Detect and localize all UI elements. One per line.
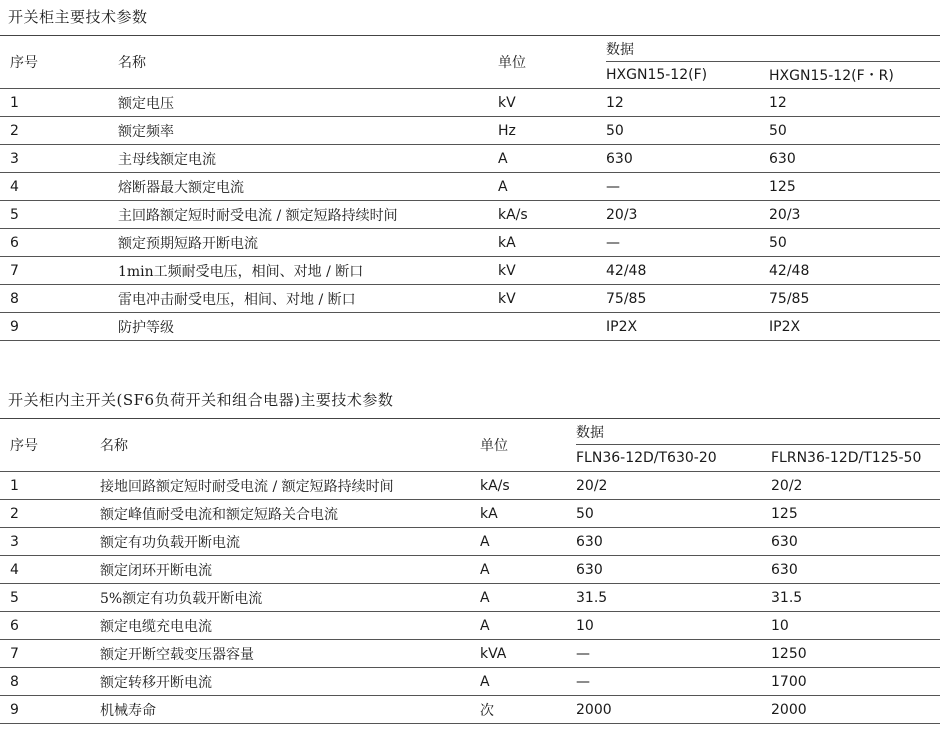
name-cell: 额定闭环开断电流 bbox=[100, 556, 480, 584]
table-row bbox=[0, 500, 940, 528]
value-a-cell: 42/48 bbox=[606, 257, 769, 285]
name-cell: 1min工频耐受电压，相间、对地 / 断口 bbox=[118, 257, 498, 285]
seq-cell: 7 bbox=[0, 257, 118, 285]
value-b-cell: 125 bbox=[769, 173, 940, 201]
seq-cell: 2 bbox=[0, 117, 118, 145]
value-a-cell: 50 bbox=[606, 117, 769, 145]
unit-cell: kVA bbox=[480, 640, 576, 668]
name-cell: 机械寿命 bbox=[100, 696, 480, 724]
name-cell: 额定频率 bbox=[118, 117, 498, 145]
value-a-cell: 630 bbox=[576, 528, 771, 556]
table-row bbox=[0, 173, 940, 201]
seq-cell: 4 bbox=[0, 556, 100, 584]
name-cell: 防护等级 bbox=[118, 313, 498, 341]
value-a-cell: IP2X bbox=[606, 313, 769, 341]
table1-header-unit: 单位 bbox=[498, 36, 606, 89]
name-cell: 额定开断空载变压器容量 bbox=[100, 640, 480, 668]
table1-header-model-a: HXGN15-12(F) bbox=[606, 62, 769, 89]
table2-header-seq: 序号 bbox=[0, 419, 100, 472]
unit-cell: A bbox=[480, 668, 576, 696]
unit-cell: 次 bbox=[480, 696, 576, 724]
value-b-cell: 10 bbox=[771, 612, 940, 640]
name-cell: 5%额定有功负载开断电流 bbox=[100, 584, 480, 612]
table2 bbox=[0, 418, 940, 724]
unit-cell bbox=[498, 313, 606, 341]
table-row bbox=[0, 257, 940, 285]
name-cell: 额定有功负载开断电流 bbox=[100, 528, 480, 556]
name-cell: 熔断器最大额定电流 bbox=[118, 173, 498, 201]
table-row bbox=[0, 584, 940, 612]
table2-title: 开关柜内主开关(SF6负荷开关和组合电器)主要技术参数 bbox=[8, 391, 394, 409]
seq-cell: 9 bbox=[0, 696, 100, 724]
name-cell: 额定预期短路开断电流 bbox=[118, 229, 498, 257]
table-row bbox=[0, 668, 940, 696]
value-b-cell: 1250 bbox=[771, 640, 940, 668]
table1-header-name: 名称 bbox=[118, 36, 498, 89]
name-cell: 额定峰值耐受电流和额定短路关合电流 bbox=[100, 500, 480, 528]
table-row bbox=[0, 145, 940, 173]
seq-cell: 5 bbox=[0, 201, 118, 229]
value-a-cell: 630 bbox=[576, 556, 771, 584]
table-row bbox=[0, 696, 940, 724]
table-row bbox=[0, 313, 940, 341]
table-row bbox=[0, 117, 940, 145]
value-b-cell: 20/2 bbox=[771, 472, 940, 500]
table2-header-model-b: FLRN36-12D/T125-50 bbox=[771, 445, 940, 472]
table1 bbox=[0, 35, 940, 341]
name-cell: 接地回路额定短时耐受电流 / 额定短路持续时间 bbox=[100, 472, 480, 500]
value-b-cell: 50 bbox=[769, 117, 940, 145]
table-row bbox=[0, 229, 940, 257]
value-b-cell: 20/3 bbox=[769, 201, 940, 229]
table-row bbox=[0, 201, 940, 229]
seq-cell: 3 bbox=[0, 145, 118, 173]
unit-cell: Hz bbox=[498, 117, 606, 145]
seq-cell: 3 bbox=[0, 528, 100, 556]
table-row bbox=[0, 472, 940, 500]
value-a-cell: 20/2 bbox=[576, 472, 771, 500]
table-row bbox=[0, 89, 940, 117]
table2-header-model-a: FLN36-12D/T630-20 bbox=[576, 445, 771, 472]
seq-cell: 4 bbox=[0, 173, 118, 201]
table1-header-model-b: HXGN15-12(F・R) bbox=[769, 62, 940, 89]
table-row bbox=[0, 640, 940, 668]
name-cell: 额定电压 bbox=[118, 89, 498, 117]
seq-cell: 8 bbox=[0, 285, 118, 313]
value-b-cell: 31.5 bbox=[771, 584, 940, 612]
unit-cell: A bbox=[480, 612, 576, 640]
value-b-cell: 50 bbox=[769, 229, 940, 257]
seq-cell: 6 bbox=[0, 229, 118, 257]
unit-cell: kA bbox=[480, 500, 576, 528]
name-cell: 雷电冲击耐受电压，相间、对地 / 断口 bbox=[118, 285, 498, 313]
value-b-cell: 12 bbox=[769, 89, 940, 117]
seq-cell: 9 bbox=[0, 313, 118, 341]
value-a-cell: 31.5 bbox=[576, 584, 771, 612]
value-a-cell: 10 bbox=[576, 612, 771, 640]
seq-cell: 7 bbox=[0, 640, 100, 668]
table-row bbox=[0, 612, 940, 640]
table-row bbox=[0, 528, 940, 556]
value-b-cell: 125 bbox=[771, 500, 940, 528]
unit-cell: kV bbox=[498, 257, 606, 285]
table2-header-name: 名称 bbox=[100, 419, 480, 472]
unit-cell: kV bbox=[498, 89, 606, 117]
unit-cell: A bbox=[498, 173, 606, 201]
value-a-cell: — bbox=[576, 668, 771, 696]
table2-header-data: 数据 bbox=[576, 419, 940, 445]
name-cell: 额定转移开断电流 bbox=[100, 668, 480, 696]
unit-cell: A bbox=[480, 584, 576, 612]
value-a-cell: 20/3 bbox=[606, 201, 769, 229]
seq-cell: 1 bbox=[0, 89, 118, 117]
unit-cell: kV bbox=[498, 285, 606, 313]
seq-cell: 6 bbox=[0, 612, 100, 640]
value-a-cell: 75/85 bbox=[606, 285, 769, 313]
name-cell: 主回路额定短时耐受电流 / 额定短路持续时间 bbox=[118, 201, 498, 229]
unit-cell: A bbox=[480, 528, 576, 556]
value-b-cell: 630 bbox=[771, 556, 940, 584]
seq-cell: 8 bbox=[0, 668, 100, 696]
seq-cell: 5 bbox=[0, 584, 100, 612]
unit-cell: A bbox=[480, 556, 576, 584]
seq-cell: 2 bbox=[0, 500, 100, 528]
unit-cell: kA/s bbox=[498, 201, 606, 229]
value-a-cell: 12 bbox=[606, 89, 769, 117]
value-a-cell: — bbox=[606, 229, 769, 257]
name-cell: 额定电缆充电电流 bbox=[100, 612, 480, 640]
unit-cell: A bbox=[498, 145, 606, 173]
unit-cell: kA bbox=[498, 229, 606, 257]
value-b-cell: 75/85 bbox=[769, 285, 940, 313]
value-b-cell: 42/48 bbox=[769, 257, 940, 285]
value-b-cell: IP2X bbox=[769, 313, 940, 341]
value-a-cell: — bbox=[576, 640, 771, 668]
value-a-cell: 630 bbox=[606, 145, 769, 173]
unit-cell: kA/s bbox=[480, 472, 576, 500]
value-b-cell: 630 bbox=[771, 528, 940, 556]
value-a-cell: 2000 bbox=[576, 696, 771, 724]
value-a-cell: 50 bbox=[576, 500, 771, 528]
value-b-cell: 2000 bbox=[771, 696, 940, 724]
name-cell: 主母线额定电流 bbox=[118, 145, 498, 173]
table1-header-seq: 序号 bbox=[0, 36, 118, 89]
value-b-cell: 630 bbox=[769, 145, 940, 173]
value-a-cell: — bbox=[606, 173, 769, 201]
table-row bbox=[0, 556, 940, 584]
table2-header-unit: 单位 bbox=[480, 419, 576, 472]
seq-cell: 1 bbox=[0, 472, 100, 500]
table1-title: 开关柜主要技术参数 bbox=[8, 8, 148, 26]
table-row bbox=[0, 285, 940, 313]
table1-header-data: 数据 bbox=[606, 36, 940, 62]
value-b-cell: 1700 bbox=[771, 668, 940, 696]
